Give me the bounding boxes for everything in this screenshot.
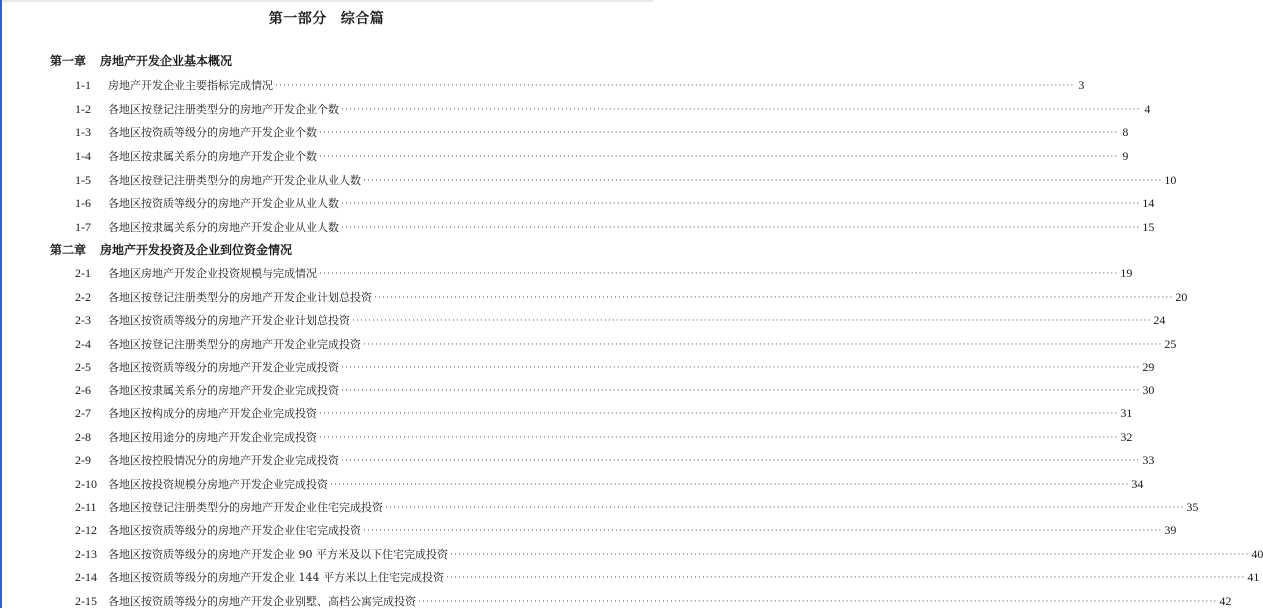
toc-entry-code: 1-4 bbox=[75, 149, 91, 163]
toc-entry-page: 25 bbox=[1164, 337, 1177, 351]
toc-entry-code: 2-13 bbox=[75, 547, 97, 561]
dot-leader: ········································································································································································································ bbox=[341, 455, 1141, 465]
toc-entry-page: 10 bbox=[1164, 173, 1177, 187]
toc-entry-title: 各地区按登记注册类型分的房地产开发企业计划总投资 bbox=[108, 291, 372, 304]
toc-entry-code: 2-14 bbox=[75, 570, 97, 584]
toc-entry-title: 各地区按资质等级分的房地产开发企业完成投资 bbox=[108, 361, 339, 374]
dot-leader: ········································································································································································································ bbox=[319, 268, 1119, 278]
toc-entry-page: 34 bbox=[1131, 477, 1144, 491]
dot-leader: ········································································································································································································ bbox=[319, 432, 1119, 442]
dot-leader: ········································································································································································································ bbox=[330, 479, 1130, 489]
toc-entry-code: 2-1 bbox=[75, 266, 91, 280]
dot-leader: ········································································································································································································ bbox=[341, 362, 1141, 372]
toc-entry[interactable] bbox=[75, 195, 1155, 211]
dot-leader: ········································································································································································································ bbox=[374, 292, 1174, 302]
toc-entry-title: 各地区按资质等级分的房地产开发企业从业人数 bbox=[108, 197, 339, 210]
dot-leader: ········································································································································································································ bbox=[363, 339, 1163, 349]
toc-entry-code: 1-5 bbox=[75, 173, 91, 187]
toc-entry-page: 41 bbox=[1247, 570, 1260, 584]
toc-entry[interactable] bbox=[75, 101, 1151, 117]
toc-entry-page: 15 bbox=[1142, 220, 1155, 234]
dot-leader: ········································································································································································································ bbox=[319, 408, 1119, 418]
toc-entry-code: 2-3 bbox=[75, 313, 91, 327]
toc-entry-code: 2-7 bbox=[75, 406, 91, 420]
chapter-label: 第一章 bbox=[50, 54, 87, 68]
chapter-heading bbox=[50, 242, 292, 258]
toc-entry-code: 2-6 bbox=[75, 383, 91, 397]
toc-entry-title: 各地区按资质等级分的房地产开发企业 144 平方米以上住宅完成投资 bbox=[108, 571, 444, 584]
chapter-label: 第二章 bbox=[50, 243, 87, 257]
toc-entry-title: 各地区按登记注册类型分的房地产开发企业个数 bbox=[108, 103, 339, 116]
toc-entry[interactable] bbox=[75, 312, 1166, 328]
toc-entry-page: 9 bbox=[1122, 149, 1129, 163]
dot-leader: ········································································································································································································ bbox=[341, 222, 1141, 232]
toc-entry-page: 24 bbox=[1153, 313, 1166, 327]
chapter-title: 房地产开发企业基本概况 bbox=[100, 54, 233, 68]
toc-entry-code: 2-10 bbox=[75, 477, 97, 491]
toc-entry-title: 各地区按资质等级分的房地产开发企业计划总投资 bbox=[108, 314, 350, 327]
toc-entry[interactable] bbox=[75, 569, 1260, 585]
toc-entry-page: 32 bbox=[1120, 430, 1133, 444]
toc-entry-title: 各地区房地产开发企业投资规模与完成情况 bbox=[108, 267, 317, 280]
toc-entry-code: 2-12 bbox=[75, 523, 97, 537]
toc-entry-title: 各地区按登记注册类型分的房地产开发企业从业人数 bbox=[108, 174, 361, 187]
toc-entry[interactable] bbox=[75, 289, 1188, 305]
toc-entry[interactable] bbox=[75, 382, 1155, 398]
toc-entry[interactable] bbox=[75, 336, 1177, 352]
dot-leader: ········································································································································································································ bbox=[275, 80, 1075, 90]
toc-entry[interactable] bbox=[75, 265, 1133, 281]
toc-entry[interactable] bbox=[75, 546, 1263, 562]
toc-entry-title: 各地区按隶属关系分的房地产开发企业从业人数 bbox=[108, 221, 339, 234]
toc-entry[interactable] bbox=[75, 499, 1199, 515]
toc-entry-title: 各地区按资质等级分的房地产开发企业 90 平方米及以下住宅完成投资 bbox=[108, 548, 448, 561]
toc-entry-title: 各地区按资质等级分的房地产开发企业个数 bbox=[108, 126, 317, 139]
toc-entry-title: 各地区按用途分的房地产开发企业完成投资 bbox=[108, 431, 317, 444]
toc-entry[interactable] bbox=[75, 593, 1232, 609]
toc-entry-title: 各地区按登记注册类型分的房地产开发企业完成投资 bbox=[108, 338, 361, 351]
dot-leader: ········································································································································································································ bbox=[363, 525, 1163, 535]
toc-entry-code: 2-8 bbox=[75, 430, 91, 444]
toc-entry[interactable] bbox=[75, 405, 1133, 421]
toc-entry-page: 14 bbox=[1142, 196, 1155, 210]
dot-leader: ········································································································································································································ bbox=[319, 151, 1119, 161]
dot-leader: ········································································································································································································ bbox=[363, 175, 1163, 185]
dot-leader: ········································································································································································································ bbox=[341, 104, 1141, 114]
dot-leader: ········································································································································································································ bbox=[352, 315, 1152, 325]
toc-entry-page: 29 bbox=[1142, 360, 1155, 374]
toc-entry-page: 33 bbox=[1142, 453, 1155, 467]
toc-entry[interactable] bbox=[75, 359, 1155, 375]
toc-entry-code: 1-2 bbox=[75, 102, 91, 116]
part-title-left: 第一部分 bbox=[268, 11, 327, 27]
toc-entry-code: 1-3 bbox=[75, 125, 91, 139]
dot-leader: ········································································································································································································ bbox=[446, 572, 1246, 582]
toc-entry-code: 1-1 bbox=[75, 78, 91, 92]
toc-entry-page: 19 bbox=[1120, 266, 1133, 280]
toc-entry-title: 各地区按资质等级分的房地产开发企业别墅、高档公寓完成投资 bbox=[108, 595, 416, 608]
toc-entry-title: 房地产开发企业主要指标完成情况 bbox=[108, 79, 273, 92]
top-strip bbox=[0, 0, 653, 2]
toc-entry-page: 20 bbox=[1175, 290, 1188, 304]
toc-entry-code: 2-15 bbox=[75, 594, 97, 608]
toc-entry[interactable] bbox=[75, 124, 1129, 140]
toc-entry-code: 1-7 bbox=[75, 220, 91, 234]
toc-entry[interactable] bbox=[75, 476, 1144, 492]
toc-entry-code: 2-2 bbox=[75, 290, 91, 304]
dot-leader: ········································································································································································································ bbox=[418, 596, 1218, 606]
toc-entry-page: 3 bbox=[1078, 78, 1085, 92]
toc-entry-title: 各地区按登记注册类型分的房地产开发企业住宅完成投资 bbox=[108, 501, 383, 514]
toc-entry[interactable] bbox=[75, 429, 1133, 445]
toc-entry-page: 30 bbox=[1142, 383, 1155, 397]
toc-entry-code: 2-11 bbox=[75, 500, 97, 514]
toc-entry-code: 2-5 bbox=[75, 360, 91, 374]
toc-entry-page: 42 bbox=[1219, 594, 1232, 608]
toc-entry-page: 31 bbox=[1120, 406, 1133, 420]
toc-entry-title: 各地区按构成分的房地产开发企业完成投资 bbox=[108, 407, 317, 420]
toc-entry-page: 39 bbox=[1164, 523, 1177, 537]
toc-entry-title: 各地区按隶属关系分的房地产开发企业个数 bbox=[108, 150, 317, 163]
toc-entry[interactable] bbox=[75, 219, 1155, 235]
toc-entry-code: 2-4 bbox=[75, 337, 91, 351]
chapter-heading bbox=[50, 53, 232, 69]
dot-leader: ········································································································································································································ bbox=[341, 198, 1141, 208]
dot-leader: ········································································································································································································ bbox=[341, 385, 1141, 395]
toc-entry[interactable] bbox=[75, 148, 1129, 164]
toc-entry-title: 各地区按隶属关系分的房地产开发企业完成投资 bbox=[108, 384, 339, 397]
toc-entry-page: 8 bbox=[1122, 125, 1129, 139]
toc-entry-page: 40 bbox=[1251, 547, 1263, 561]
part-title-right: 综合篇 bbox=[340, 11, 385, 27]
toc-entry[interactable] bbox=[75, 452, 1155, 468]
toc-entry[interactable] bbox=[75, 172, 1177, 188]
toc-entry-title: 各地区按资质等级分的房地产开发企业住宅完成投资 bbox=[108, 524, 361, 537]
toc-entry-title: 各地区按控股情况分的房地产开发企业完成投资 bbox=[108, 454, 339, 467]
toc-entry[interactable] bbox=[75, 522, 1177, 538]
toc-entry-title: 各地区按投资规模分房地产开发企业完成投资 bbox=[108, 478, 328, 491]
toc-entry-code: 1-6 bbox=[75, 196, 91, 210]
toc-entry-page: 4 bbox=[1144, 102, 1151, 116]
dot-leader: ········································································································································································································ bbox=[450, 549, 1250, 559]
dot-leader: ········································································································································································································ bbox=[385, 502, 1185, 512]
toc-entry[interactable] bbox=[75, 77, 1085, 93]
toc-entry-code: 2-9 bbox=[75, 453, 91, 467]
chapter-title: 房地产开发投资及企业到位资金情况 bbox=[100, 243, 293, 257]
dot-leader: ········································································································································································································ bbox=[319, 127, 1119, 137]
part-title bbox=[0, 8, 653, 28]
left-border bbox=[0, 0, 2, 608]
toc-entry-page: 35 bbox=[1186, 500, 1199, 514]
